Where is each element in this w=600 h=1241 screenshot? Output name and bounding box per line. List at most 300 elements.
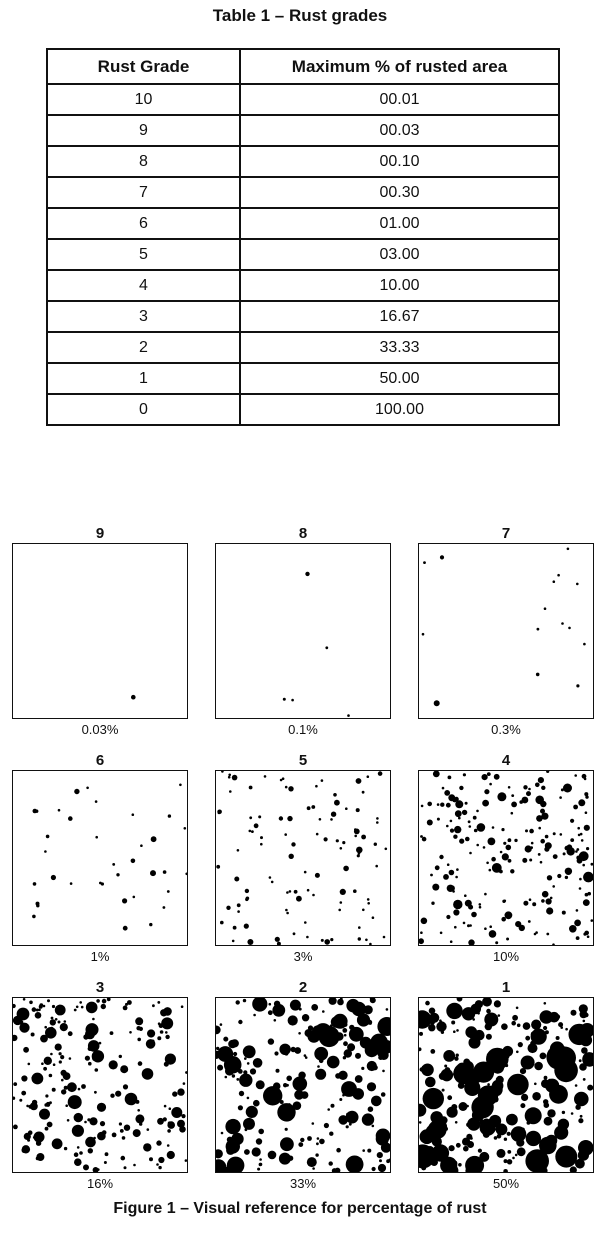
- rust-spot: [476, 810, 479, 813]
- rust-spot: [578, 834, 581, 837]
- rust-spot: [288, 1015, 298, 1025]
- rust-spot: [578, 1118, 583, 1123]
- table-row: [47, 177, 559, 208]
- rust-spot: [585, 893, 589, 897]
- rust-spot: [263, 1086, 282, 1105]
- rust-spot: [277, 942, 281, 945]
- rust-spot: [39, 1109, 50, 1120]
- rust-spot: [561, 788, 564, 791]
- rust-spot: [535, 796, 544, 805]
- rust-spot: [167, 890, 170, 893]
- rust-spot: [454, 826, 461, 833]
- panel-percent-caption: 0.03%: [81, 722, 119, 737]
- rust-spot: [538, 853, 541, 856]
- rust-spot: [531, 1029, 547, 1045]
- rust-spot: [232, 1074, 235, 1077]
- rust-spot: [357, 854, 360, 857]
- rust-spot: [53, 1063, 56, 1066]
- rust-spot: [508, 786, 511, 789]
- rust-spot: [482, 998, 492, 1007]
- rust-spot: [555, 1082, 558, 1085]
- rust-spot: [488, 838, 496, 846]
- rust-spot: [88, 1062, 92, 1066]
- rust-spot: [38, 1009, 41, 1012]
- rust-spot: [481, 1128, 484, 1131]
- rust-spot: [422, 1015, 431, 1024]
- table-header-row: [47, 49, 559, 84]
- rust-spot: [256, 1080, 265, 1089]
- rust-spot: [581, 839, 584, 842]
- table-row: [47, 115, 559, 146]
- rust-spot: [79, 1001, 82, 1004]
- rust-spot: [365, 939, 368, 942]
- rust-spot: [259, 1158, 262, 1161]
- rust-spot: [430, 874, 433, 877]
- panel-percent-caption: 50%: [492, 1176, 520, 1191]
- rust-spot: [13, 1035, 18, 1041]
- rust-spot: [184, 827, 187, 830]
- rust-spot: [502, 828, 505, 831]
- rust-spot: [467, 1118, 480, 1131]
- rust-spot: [552, 943, 555, 945]
- rust-spot: [347, 714, 350, 717]
- rust-spot: [329, 1132, 333, 1136]
- rust-spot: [381, 1092, 386, 1097]
- rust-spot: [331, 1104, 335, 1108]
- rust-spot: [302, 1014, 309, 1021]
- rust-spot: [329, 998, 337, 1005]
- rust-spot: [29, 1001, 33, 1005]
- rust-spot: [579, 878, 582, 881]
- rust-spot: [312, 1122, 315, 1125]
- rust-spot: [498, 1014, 501, 1017]
- rust-spot: [185, 1159, 187, 1162]
- rust-spot: [581, 1047, 588, 1054]
- rust-spot: [571, 1010, 577, 1016]
- rust-spot: [52, 1005, 55, 1008]
- rust-spot: [356, 778, 362, 784]
- rust-spot: [419, 1121, 422, 1124]
- rust-spot: [557, 874, 561, 878]
- cell-rust-grade: 7: [47, 177, 240, 208]
- rust-dots: [216, 771, 390, 945]
- rust-spot: [64, 1020, 67, 1023]
- rust-spot: [362, 791, 365, 794]
- rust-spot: [455, 1121, 458, 1124]
- rust-spot: [561, 622, 564, 625]
- rust-spot: [367, 775, 370, 778]
- rust-spot: [316, 1142, 319, 1145]
- rust-spot: [506, 845, 512, 851]
- rust-spot: [333, 793, 337, 797]
- table-row: [47, 394, 559, 425]
- cell-max-rusted-area: 01.00: [240, 208, 559, 239]
- rust-spot: [137, 1038, 141, 1042]
- panel-percent-caption: 10%: [492, 949, 520, 964]
- rust-spot: [288, 786, 293, 791]
- rust-spot: [455, 876, 458, 879]
- rust-spot: [306, 936, 309, 939]
- rust-spot: [85, 1056, 90, 1061]
- cell-max-rusted-area: 10.00: [240, 270, 559, 301]
- rust-spot: [119, 1122, 122, 1125]
- rust-spot: [272, 1004, 285, 1017]
- rust-spot: [343, 866, 349, 872]
- rust-dots: [216, 998, 390, 1172]
- rust-spot: [458, 1163, 462, 1167]
- rust-spot: [487, 772, 491, 776]
- rust-spot: [565, 868, 572, 875]
- cell-max-rusted-area: 00.30: [240, 177, 559, 208]
- rust-sample-panel: [215, 997, 391, 1173]
- rust-spot: [100, 1121, 105, 1126]
- rust-spot: [357, 1013, 370, 1026]
- rust-spot: [344, 1034, 347, 1037]
- rust-spot: [181, 1005, 184, 1008]
- rust-spot: [345, 807, 348, 810]
- rust-spot: [164, 1105, 167, 1108]
- rust-spot: [135, 1017, 143, 1025]
- rust-spot: [385, 848, 388, 851]
- rust-sample-panel: [12, 997, 188, 1173]
- rust-spot: [17, 1008, 30, 1021]
- rust-spot: [253, 1058, 263, 1068]
- rust-spot: [232, 940, 235, 943]
- rust-spot: [226, 906, 230, 910]
- rust-spot: [93, 1167, 99, 1172]
- rust-spot: [298, 1142, 303, 1147]
- rust-spot: [482, 800, 489, 807]
- rust-spot: [511, 794, 514, 797]
- rust-spot: [525, 1036, 530, 1041]
- rust-spot: [70, 882, 73, 885]
- rust-spot: [112, 863, 115, 866]
- rust-spot: [494, 774, 500, 780]
- rust-spot: [304, 921, 307, 924]
- rust-spot: [63, 1072, 71, 1080]
- rust-spot: [425, 1077, 436, 1088]
- rust-spot: [584, 825, 590, 831]
- cell-rust-grade: 4: [47, 270, 240, 301]
- rust-spot: [331, 812, 336, 817]
- rust-spot: [234, 877, 239, 882]
- rust-spot: [434, 700, 440, 706]
- rust-spot: [421, 805, 424, 808]
- rust-spot: [516, 1051, 519, 1054]
- rust-spot: [535, 783, 540, 788]
- table-row: [47, 270, 559, 301]
- rust-spot: [163, 906, 166, 909]
- rust-spot: [322, 1010, 325, 1013]
- rust-spot: [256, 1138, 262, 1144]
- rust-spot: [77, 1146, 80, 1149]
- rust-spot: [61, 1079, 64, 1082]
- rust-spot: [352, 1088, 364, 1100]
- table-row: [47, 332, 559, 363]
- rust-spot: [446, 915, 450, 919]
- rust-spot: [257, 1168, 260, 1171]
- rust-spot: [482, 774, 488, 780]
- rust-spot: [463, 773, 466, 776]
- rust-spot: [231, 1133, 243, 1145]
- rust-spot: [216, 1149, 223, 1158]
- rust-spot: [354, 835, 357, 838]
- rust-spot: [500, 851, 503, 854]
- rust-spot: [528, 920, 531, 923]
- rust-spot: [484, 893, 487, 896]
- rust-spot: [330, 938, 333, 941]
- rust-spot: [453, 900, 462, 909]
- rust-spot: [147, 1029, 155, 1037]
- rust-spot: [541, 786, 545, 790]
- rust-spot: [458, 817, 461, 820]
- rust-spot: [56, 1139, 59, 1142]
- rust-spot: [489, 783, 492, 786]
- rust-spot: [32, 1007, 37, 1012]
- rust-spot: [307, 806, 311, 810]
- rust-spot: [139, 1122, 142, 1125]
- table-row: [47, 208, 559, 239]
- rust-spot: [422, 1066, 425, 1069]
- rust-spot: [521, 1094, 528, 1101]
- rust-spot: [264, 775, 267, 778]
- rust-spot: [591, 863, 594, 866]
- rust-spot: [378, 1164, 386, 1172]
- rust-spot: [249, 786, 253, 790]
- rust-spot: [258, 815, 261, 818]
- rust-spot: [245, 889, 249, 893]
- rust-sample-panel: [215, 543, 391, 719]
- rust-spot: [576, 583, 579, 586]
- cell-rust-grade: 10: [47, 84, 240, 115]
- rust-spot: [341, 1016, 345, 1020]
- rust-spot: [33, 809, 38, 814]
- rust-spot: [51, 875, 56, 880]
- rust-spot: [507, 1074, 529, 1096]
- rust-spot: [563, 852, 566, 855]
- rust-spot: [529, 859, 532, 862]
- rust-spot: [43, 1067, 47, 1071]
- rust-spot: [463, 1146, 469, 1152]
- rust-spot: [99, 1042, 102, 1045]
- rust-spot: [216, 1026, 221, 1035]
- rust-spot: [511, 1021, 516, 1026]
- rust-sample-panel: [12, 770, 188, 946]
- rust-spot: [459, 1102, 468, 1111]
- rust-spot: [271, 881, 274, 884]
- rust-spot: [135, 1114, 144, 1123]
- rust-spot: [433, 773, 436, 776]
- cell-rust-grade: 8: [47, 146, 240, 177]
- rust-spot: [68, 1031, 73, 1036]
- rust-spot: [289, 890, 292, 893]
- rust-spot: [340, 901, 343, 904]
- rust-spot: [181, 1114, 185, 1118]
- rust-spot: [243, 1045, 256, 1058]
- rust-spot: [274, 1051, 278, 1055]
- rust-spot: [102, 999, 107, 1004]
- rust-spot: [587, 935, 590, 938]
- rust-spot: [431, 902, 434, 905]
- rust-spot: [96, 999, 100, 1003]
- rust-spot: [74, 789, 79, 794]
- rust-spot: [568, 627, 571, 630]
- rust-spot: [556, 1036, 560, 1040]
- rust-sample-panel: [418, 997, 594, 1173]
- rust-sample-panel: [418, 770, 594, 946]
- rust-spot: [355, 1053, 361, 1059]
- rust-spot: [47, 1122, 53, 1128]
- rust-spot: [553, 1047, 576, 1070]
- rust-spot: [52, 1088, 56, 1092]
- rust-spot: [287, 816, 292, 821]
- cell-max-rusted-area: 100.00: [240, 394, 559, 425]
- rust-spot: [74, 1152, 79, 1157]
- rust-spot: [377, 1152, 383, 1158]
- rust-spot: [549, 1012, 560, 1023]
- rust-spot: [464, 894, 467, 897]
- rust-spot: [361, 835, 366, 840]
- rust-spot: [583, 933, 586, 936]
- rust-spot: [367, 1061, 377, 1071]
- rust-spot: [583, 643, 586, 646]
- rust-spot: [327, 1056, 340, 1069]
- rust-spot: [375, 1101, 379, 1105]
- rust-sample-panel: [12, 543, 188, 719]
- rust-spot: [507, 1150, 511, 1154]
- rust-spot: [574, 774, 577, 777]
- rust-spot: [74, 1158, 82, 1166]
- rust-spot: [492, 1096, 498, 1102]
- rust-spot: [450, 820, 453, 823]
- rust-spot: [546, 771, 549, 773]
- rust-spot: [285, 786, 288, 789]
- rust-spot: [420, 931, 423, 934]
- rust-spot: [327, 1108, 330, 1111]
- rust-spot: [110, 1094, 114, 1098]
- rust-spot: [519, 925, 525, 931]
- rust-spot: [439, 1073, 446, 1080]
- rust-spot: [573, 805, 578, 810]
- rust-spot: [69, 1057, 72, 1060]
- panel-percent-caption: 1%: [90, 949, 110, 964]
- rust-spot: [13, 1004, 16, 1008]
- rust-spot: [72, 1125, 84, 1137]
- rust-spot: [249, 830, 252, 833]
- rust-spot: [233, 1052, 237, 1056]
- rust-spot: [497, 1134, 502, 1139]
- rust-spot: [253, 1100, 260, 1107]
- rust-spot: [456, 1029, 459, 1032]
- rust-spot: [349, 1027, 364, 1042]
- rust-spot: [133, 896, 136, 899]
- rust-spot: [319, 818, 322, 821]
- rust-spot: [294, 890, 298, 894]
- rust-spot: [59, 1060, 62, 1063]
- rust-spot: [466, 1105, 469, 1108]
- rust-spot: [343, 1022, 348, 1027]
- rust-spot: [565, 1028, 568, 1031]
- rust-spot: [372, 916, 375, 919]
- rust-spot: [574, 920, 581, 927]
- rust-spot: [83, 1164, 89, 1170]
- rust-spot: [123, 1006, 128, 1011]
- header-rust-grade: Rust Grade: [47, 49, 240, 84]
- rust-spot: [273, 1082, 281, 1090]
- rust-spot: [522, 858, 527, 863]
- rust-spot: [300, 1138, 304, 1142]
- table-row: [47, 84, 559, 115]
- rust-spot: [449, 1145, 455, 1151]
- rust-spot: [525, 845, 532, 852]
- rust-spot: [578, 1140, 593, 1156]
- rust-spot: [497, 1149, 506, 1158]
- rust-spot: [165, 1054, 176, 1065]
- rust-spot: [94, 1091, 97, 1094]
- rust-spot: [529, 829, 534, 834]
- rust-spot: [321, 779, 324, 782]
- rust-spot: [171, 1107, 182, 1118]
- rust-spot: [338, 909, 341, 912]
- rust-spot: [64, 1147, 67, 1150]
- rust-spot: [457, 998, 463, 1002]
- rust-spot: [60, 1055, 64, 1059]
- rust-spot: [342, 1028, 347, 1033]
- rust-spot: [24, 1133, 31, 1140]
- rust-spot: [580, 1010, 588, 1018]
- rust-spot: [362, 1149, 365, 1152]
- rust-spot: [562, 911, 566, 915]
- rust-spot: [59, 1052, 62, 1055]
- rust-spot: [560, 833, 563, 836]
- rust-spot: [293, 1101, 302, 1110]
- rust-spot: [92, 1056, 97, 1061]
- rust-spot: [252, 1147, 261, 1156]
- rust-spot: [489, 869, 492, 872]
- rust-spot: [548, 1079, 551, 1082]
- rust-spot: [161, 1017, 173, 1029]
- rust-spot: [492, 1080, 504, 1092]
- cell-max-rusted-area: 00.03: [240, 115, 559, 146]
- rust-spot: [101, 1004, 106, 1009]
- rust-spot: [79, 1151, 83, 1155]
- rust-spot: [440, 555, 444, 559]
- panel-grade-label: 8: [298, 525, 308, 542]
- rust-spot: [305, 572, 309, 576]
- rust-spot: [44, 1026, 47, 1029]
- panel-percent-caption: 16%: [86, 1176, 114, 1191]
- rust-spot: [560, 1125, 565, 1130]
- rust-spot: [64, 1086, 68, 1090]
- rust-spot: [60, 1023, 68, 1031]
- rust-spot: [340, 889, 346, 895]
- rust-spot: [36, 1153, 44, 1161]
- rust-spot: [546, 933, 549, 936]
- rust-spot: [489, 930, 497, 938]
- rust-spot: [269, 1003, 272, 1006]
- rust-spot: [238, 1020, 242, 1024]
- rust-spot: [291, 842, 295, 846]
- rust-spot: [346, 1125, 349, 1128]
- rust-spot: [156, 1163, 159, 1166]
- rust-spot: [13, 1082, 17, 1086]
- rust-spot: [160, 1009, 167, 1016]
- rust-spot: [517, 1024, 521, 1028]
- rust-spot: [448, 776, 452, 780]
- cell-max-rusted-area: 16.67: [240, 301, 559, 332]
- rust-spot: [382, 1070, 385, 1073]
- panel-grade-label: 6: [95, 752, 105, 769]
